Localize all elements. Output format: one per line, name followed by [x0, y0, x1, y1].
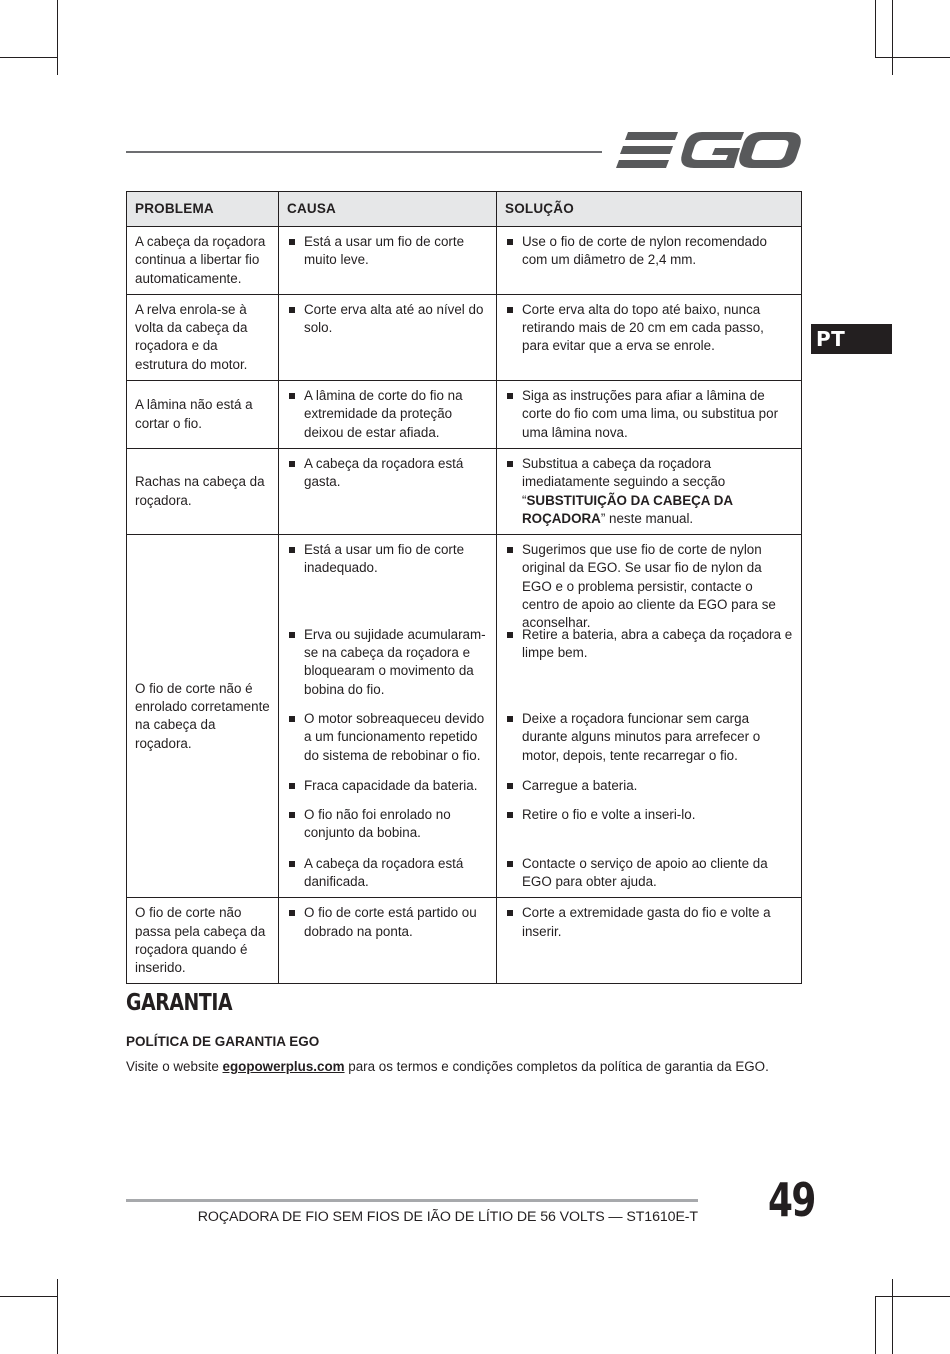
cause-item: O fio de corte está partido ou dobrado na ponta.	[287, 904, 488, 941]
solution-cell	[497, 448, 802, 534]
problem-cell: O fio de corte não é enrolado corretamente na cabeça da roçadora.	[127, 535, 279, 898]
cause-cell	[279, 227, 497, 295]
language-tab: PT	[811, 324, 892, 354]
cause-item: O fio não foi enrolado no conjunto da bobina.	[287, 806, 488, 843]
cause-cell	[279, 448, 497, 534]
footer-rule	[126, 1199, 698, 1202]
cause-cell	[279, 535, 497, 898]
solution-item: Corte erva alta do topo até baixo, nunca retirando mais de 20 cm em cada passo, para evitar que a erva se enrole.	[505, 301, 793, 356]
cause-cell	[279, 294, 497, 380]
solution-item: Contacte o serviço de apoio ao cliente da EGO para obter ajuda.	[505, 855, 793, 892]
column-header-solution: SOLUÇÃO	[497, 192, 802, 227]
solution-text: ” neste manual.	[600, 510, 694, 526]
table-row	[127, 227, 802, 295]
footer-product-title: ROÇADORA DE FIO SEM FIOS DE IÃO DE LÍTIO DE 56 VOLTS — ST1610E-T	[197, 1209, 698, 1225]
table-row	[127, 381, 802, 449]
header-rule	[126, 151, 602, 153]
solution-cell	[497, 294, 802, 380]
crop-mark	[0, 1296, 58, 1297]
crop-mark	[875, 0, 876, 58]
cause-item: A lâmina de corte do fio na extremidade da proteção deixou de estar afiada.	[287, 387, 488, 442]
problem-cell: A relva enrola-se à volta da cabeça da roçadora e da estrutura do motor.	[127, 294, 279, 380]
cause-item: Está a usar um fio de corte muito leve.	[287, 233, 488, 270]
section-reference: SUBSTITUIÇÃO DA CABEÇA DA ROÇADORA	[522, 492, 733, 526]
cause-item: A cabeça da roçadora está gasta.	[287, 455, 488, 492]
warranty-paragraph	[126, 1059, 806, 1074]
troubleshooting-table	[126, 191, 802, 984]
crop-mark	[0, 57, 58, 58]
cause-item: Erva ou sujidade acumularam-se na cabeça da roçadora e bloquearam o movimento da bobina do fio.	[287, 626, 488, 699]
warranty-policy-subheading: POLÍTICA DE GARANTIA EGO	[126, 1034, 320, 1049]
solution-item: Sugerimos que use fio de corte de nylon original da EGO. Se usar fio de nylon da EGO e o problema persistir, contacte o centro de apoio ao cliente da EGO para se aconselhar.	[505, 541, 793, 614]
problem-cell: A cabeça da roçadora continua a libertar fio automaticamente.	[127, 227, 279, 295]
crop-mark	[875, 57, 950, 58]
table-row	[127, 535, 802, 898]
page-number: 49	[768, 1173, 815, 1227]
solution-item: Siga as instruções para afiar a lâmina de corte do fio com uma lima, ou substitua por uma lâmina nova.	[505, 387, 793, 442]
solution-cell	[497, 227, 802, 295]
solution-item: Carregue a bateria.	[505, 777, 793, 795]
cause-item: Está a usar um fio de corte inadequado.	[287, 541, 488, 614]
solution-item: Retire a bateria, abra a cabeça da roçadora e limpe bem.	[505, 626, 793, 699]
problem-cell: O fio de corte não passa pela cabeça da roçadora quando é inserido.	[127, 898, 279, 984]
table-row	[127, 448, 802, 534]
solution-item: Retire o fio e volte a inseri-lo.	[505, 806, 793, 843]
crop-mark	[892, 0, 893, 75]
table-row	[127, 294, 802, 380]
solution-cell	[497, 898, 802, 984]
cause-cell	[279, 381, 497, 449]
cause-item: A cabeça da roçadora está danificada.	[287, 855, 488, 892]
solution-cell	[497, 381, 802, 449]
warranty-heading: GARANTIA	[126, 990, 233, 1016]
ego-logo	[616, 128, 802, 174]
table-row	[127, 898, 802, 984]
cause-item: Corte erva alta até ao nível do solo.	[287, 301, 488, 338]
problem-cell: Rachas na cabeça da roçadora.	[127, 448, 279, 534]
cause-item: Fraca capacidade da bateria.	[287, 777, 488, 795]
solution-text: Substitua a cabeça da roçadora imediatamente seguindo a secção “	[522, 455, 726, 508]
column-header-cause: CAUSA	[279, 192, 497, 227]
warranty-text: Visite o website	[126, 1059, 223, 1074]
crop-mark	[57, 1279, 58, 1354]
cause-cell	[279, 898, 497, 984]
column-header-problem: PROBLEMA	[127, 192, 279, 227]
warranty-text: para os termos e condições completos da política de garantia da EGO.	[344, 1059, 769, 1074]
solution-item	[505, 455, 793, 528]
solution-item: Use o fio de corte de nylon recomendado com um diâmetro de 2,4 mm.	[505, 233, 793, 270]
solution-cell	[497, 535, 802, 898]
solution-item: Deixe a roçadora funcionar sem carga durante alguns minutos para arrefecer o motor, depois, tente recarregar o fio.	[505, 710, 793, 765]
crop-mark	[875, 1296, 876, 1354]
crop-mark	[57, 0, 58, 75]
problem-cell: A lâmina não está a cortar o fio.	[127, 381, 279, 449]
crop-mark	[892, 1279, 893, 1354]
cause-item: O motor sobreaqueceu devido a um funcionamento repetido do sistema de rebobinar o fio.	[287, 710, 488, 765]
table-header-row	[127, 192, 802, 227]
crop-mark	[875, 1296, 950, 1297]
solution-item: Corte a extremidade gasta do fio e volte a inserir.	[505, 904, 793, 941]
website-link[interactable]: egopowerplus.com	[222, 1059, 345, 1074]
